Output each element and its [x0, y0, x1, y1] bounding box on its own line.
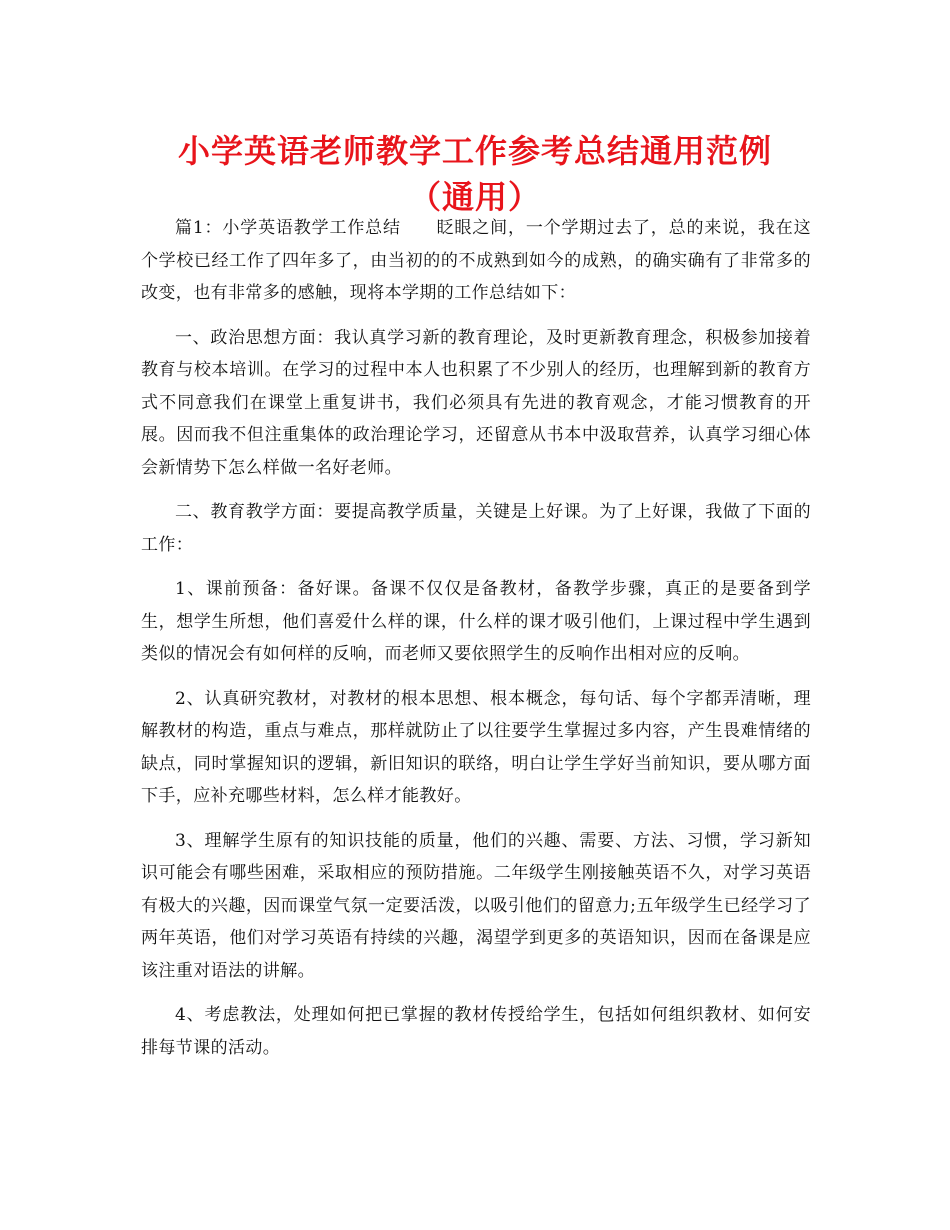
paragraph-item-4: 4、考虑教法，处理如何把已掌握的教材传授给学生，包括如何组织教材、如何安排每节课的活动。 — [141, 1005, 811, 1058]
document-body — [141, 212, 811, 1076]
document-title: 小学英语老师教学工作参考总结通用范例（通用） — [177, 132, 772, 216]
paragraph-item-2: 2、认真研究教材，对教材的根本思想、根本概念，每句话、每个字都弄清晰，理解教材的构造，重点与难点，那样就防止了以往要学生掌握过多内容，产生畏难情绪的缺点，同时掌握知识的逻辑，新旧知识的联络，明白让学生学好当前知识，要从哪方面下手，应补充哪些材料，怎么样才能教好。 — [141, 688, 811, 806]
paragraph-teaching: 二、教育教学方面：要提高教学质量，关键是上好课。为了上好课，我做了下面的工作： — [141, 502, 811, 555]
paragraph-political: 一、政治思想方面：我认真学习新的教育理论，及时更新教育理念，积极参加接着教育与校本培训。在学习的过程中本人也积累了不少别人的经历，也理解到新的教育方式不同意我们在课堂上重复讲书，我们必须具有先进的教育观念，才能习惯教育的开展。因而我不但注重集体的政治理论学习，还留意从书本中汲取营养，认真学习细心体会新情势下怎么样做一名好老师。 — [141, 327, 811, 478]
paragraph-item-3: 3、理解学生原有的知识技能的质量，他们的兴趣、需要、方法、习惯，学习新知识可能会有哪些困难，采取相应的预防措施。二年级学生刚接触英语不久，对学习英语有极大的兴趣，因而课堂气氛一定要活泼，以吸引他们的留意力;五年级学生已经学习了两年英语，他们对学习英语有持续的兴趣，渴望学到更多的英语知识，因而在备课是应该注重对语法的讲解。 — [141, 830, 811, 981]
paragraph-item-1: 1、课前预备：备好课。备课不仅仅是备教材，备教学步骤，真正的是要备到学生，想学生所想，他们喜爱什么样的课，什么样的课才吸引他们，上课过程中学生遇到类似的情况会有如何样的反响，而老师又要依照学生的反响作出相对应的反响。 — [141, 579, 811, 664]
paragraph-intro: 篇1：小学英语教学工作总结 眨眼之间，一个学期过去了，总的来说，我在这个学校已经工作了四年多了，由当初的的不成熟到如今的成熟，的确实确有了非常多的改变，也有非常多的感触，现将本学期的工作总结如下： — [141, 218, 811, 303]
